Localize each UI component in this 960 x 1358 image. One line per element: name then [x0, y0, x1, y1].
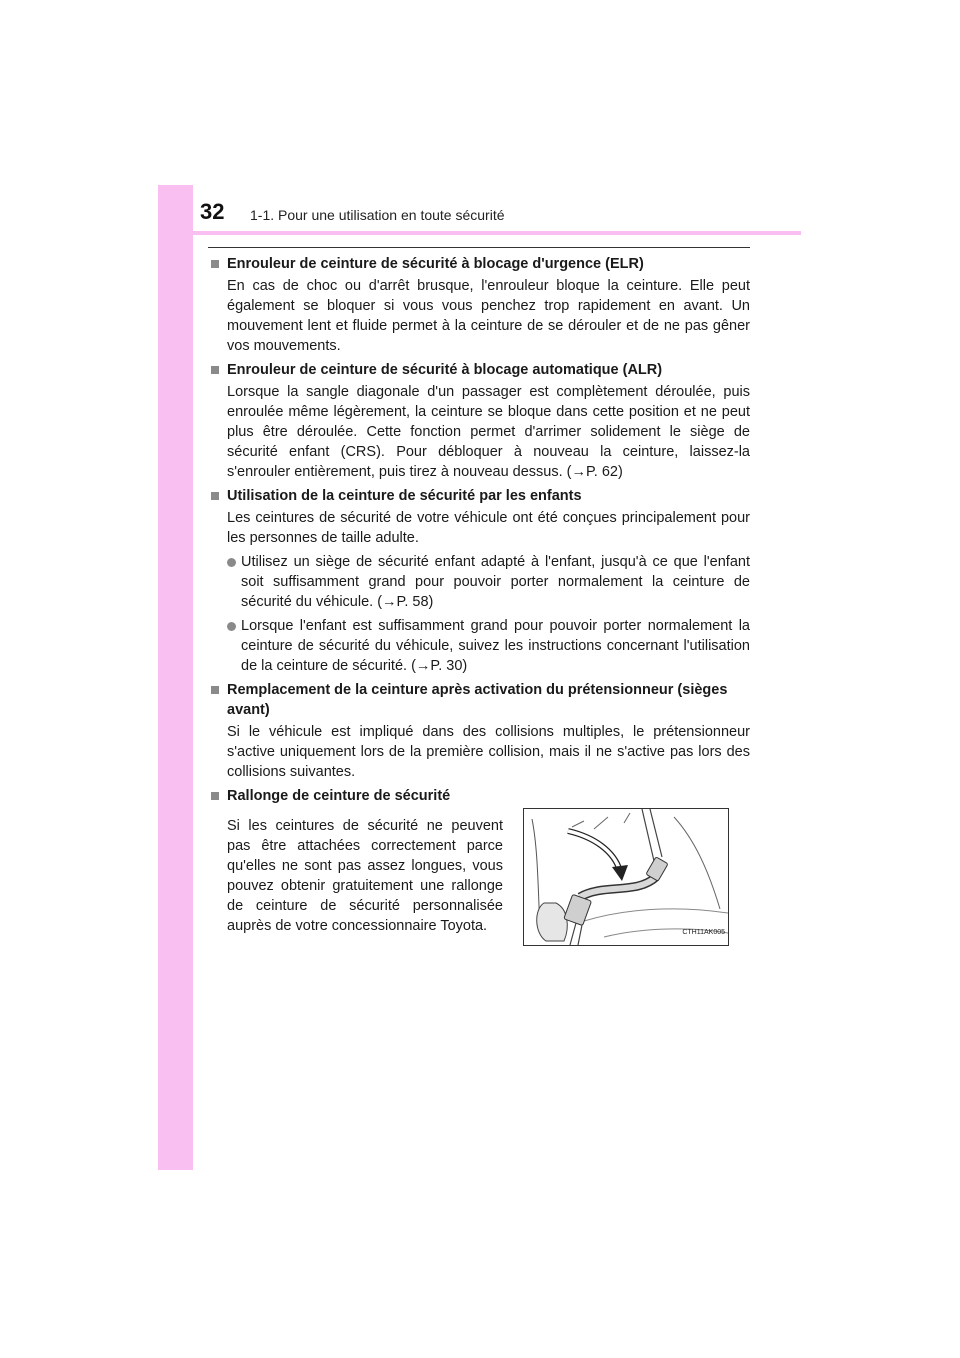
- section-body: En cas de choc ou d'arrêt brusque, l'enrouleur bloque la ceinture. Elle peut également se bloquer si vous vous penchez trop rapidement en avant. Un mouvement lent et fluide permet à la ceinture de se dérouler et de ne pas gêner vos mouvements.: [227, 278, 750, 354]
- figure-row: [210, 808, 750, 946]
- header-rule: [193, 231, 801, 235]
- round-bullet-icon: [227, 622, 236, 631]
- section-heading: Enrouleur de ceinture de sécurité à blocage automatique (ALR): [210, 360, 750, 380]
- section-body: Si le véhicule est impliqué dans des collisions multiples, le prétensionneur s'active uniquement lors de la première collision, mais il ne s'active pas lors des collisions suivantes.: [227, 724, 750, 780]
- chapter-title: 1-1. Pour une utilisation en toute sécurité: [250, 207, 505, 223]
- square-bullet-icon: [211, 366, 219, 374]
- section-body: Les ceintures de sécurité de votre véhicule ont été conçues principalement pour les personnes de taille adulte.: [227, 510, 750, 546]
- page-content: [210, 254, 750, 950]
- section-replacement: [210, 680, 750, 782]
- section-heading: Utilisation de la ceinture de sécurité par les enfants: [210, 486, 750, 506]
- square-bullet-icon: [211, 792, 219, 800]
- content-divider: [208, 247, 750, 248]
- section-alr: [210, 360, 750, 482]
- side-tab-band: [158, 185, 193, 1170]
- section-children: [210, 486, 750, 676]
- page-number: 32: [200, 199, 225, 224]
- section-body: Lorsque la sangle diagonale d'un passager est complètement déroulée, puis enroulée même légèrement, la ceinture se bloque dans cette position et ne peut plus être déroulée. Cette fonction permet d'arrimer solidement le siège de sécurité enfant (CRS). Pour débloquer à nouveau la ceinture, laissez-la s'enrouler entièrement, puis tirez à nouveau dessus. (→P. 62): [227, 384, 750, 480]
- section-heading: Enrouleur de ceinture de sécurité à blocage d'urgence (ELR): [210, 254, 750, 274]
- round-bullet-icon: [227, 558, 236, 567]
- figure-code: CTH11AK005: [682, 929, 725, 936]
- seatbelt-extender-illustration: [523, 808, 729, 946]
- list-item: Lorsque l'enfant est suffisamment grand pour pouvoir porter normalement la ceinture de sécurité du véhicule, suivez les instructions concernant l'utilisation de la ceinture de sécurité. (→P. 30): [210, 616, 750, 676]
- section-heading: Rallonge de ceinture de sécurité: [210, 786, 750, 806]
- section-heading: Remplacement de la ceinture après activation du prétensionneur (sièges avant): [210, 680, 750, 720]
- section-body: Si les ceintures de sécurité ne peuvent pas être attachées correctement parce qu'elles ne sont pas assez longues, vous pouvez obtenir gratuitement une rallonge de ceinture de sécurité personnalisée auprès de votre concessionnaire Toyota.: [227, 818, 503, 934]
- section-elr: [210, 254, 750, 356]
- list-item: Utilisez un siège de sécurité enfant adapté à l'enfant, jusqu'à ce que l'enfant soit suffisamment grand pour pouvoir porter normalement la ceinture de sécurité du véhicule. (→P. 58): [210, 552, 750, 612]
- section-extender: [210, 786, 750, 946]
- square-bullet-icon: [211, 260, 219, 268]
- square-bullet-icon: [211, 492, 219, 500]
- square-bullet-icon: [211, 686, 219, 694]
